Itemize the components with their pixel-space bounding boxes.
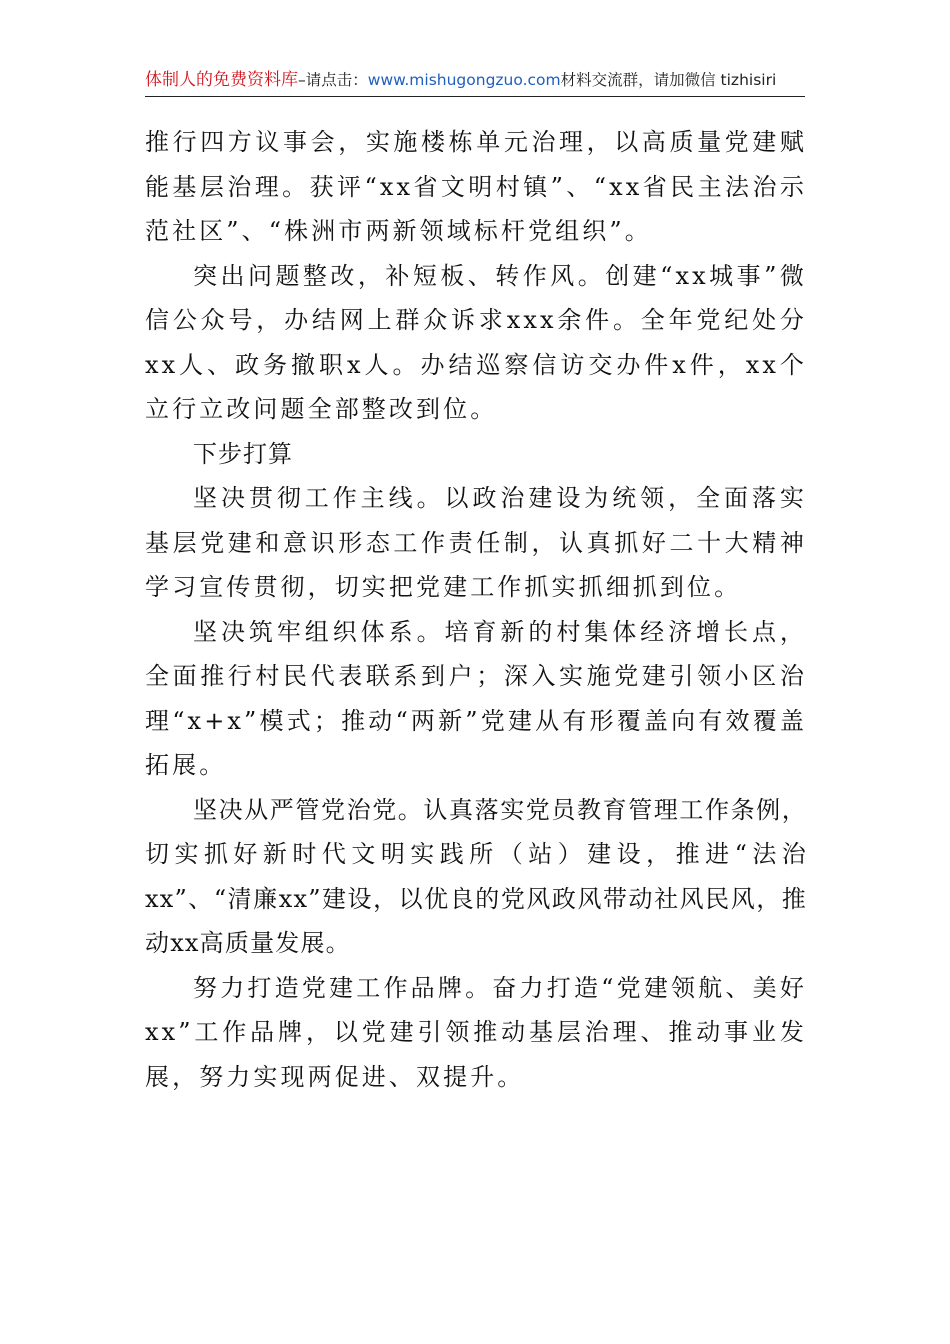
page-header — [145, 66, 805, 97]
header-website-link[interactable]: www.mishugongzuo.com — [367, 71, 561, 89]
paragraph-brand-building: 努力打造党建工作品牌。奋力打造“党建领航、美好xx”工作品牌，以党建引领推动基层治理、推动事业发展，努力实现两促进、双提升。 — [145, 973, 807, 1091]
paragraph-main-line: 坚决贯彻工作主线。以政治建设为统领，全面落实基层党建和意识形态工作责任制，认真抓好二十大精神学习宣传贯彻，切实把党建工作抓实抓细抓到位。 — [145, 484, 807, 601]
header-tail-text: 材料交流群，请加微信 tizhisiri — [560, 71, 777, 89]
paragraph-strict-governance: 坚决从严管党治党。认真落实党员教育管理工作条例，切实抓好新时代文明实践所（站）建设，推进“法治xx”、“清廉xx”建设，以优良的党风政风带动社风民风，推动xx高质量发展。 — [145, 795, 807, 957]
paragraph-problem-rectification: 突出问题整改，补短板、转作风。创建“xx城事”微信公众号，办结网上群众诉求xxx余件。全年党纪处分xx人、政务撤职x人。办结巡察信访交办件x件，xx个立行立改问题全部整改到位。 — [145, 261, 807, 423]
section-heading-next-steps: 下步打算 — [193, 439, 293, 468]
paragraph-organization-system: 坚决筑牢组织体系。培育新的村集体经济增长点，全面推行村民代表联系到户；深入实施党建引领小区治理“x+x”模式；推动“两新”党建从有形覆盖向有效覆盖拓展。 — [145, 617, 807, 779]
header-separator: –请点击： — [298, 71, 368, 89]
document-body — [145, 120, 807, 1099]
paragraph-continuation: 推行四方议事会，实施楼栋单元治理，以高质量党建赋能基层治理。获评“xx省文明村镇”、“xx省民主法治示范社区”、“株洲市两新领域标杆党组织”。 — [145, 128, 807, 245]
header-brand: 体制人的免费资料库 — [145, 70, 298, 90]
